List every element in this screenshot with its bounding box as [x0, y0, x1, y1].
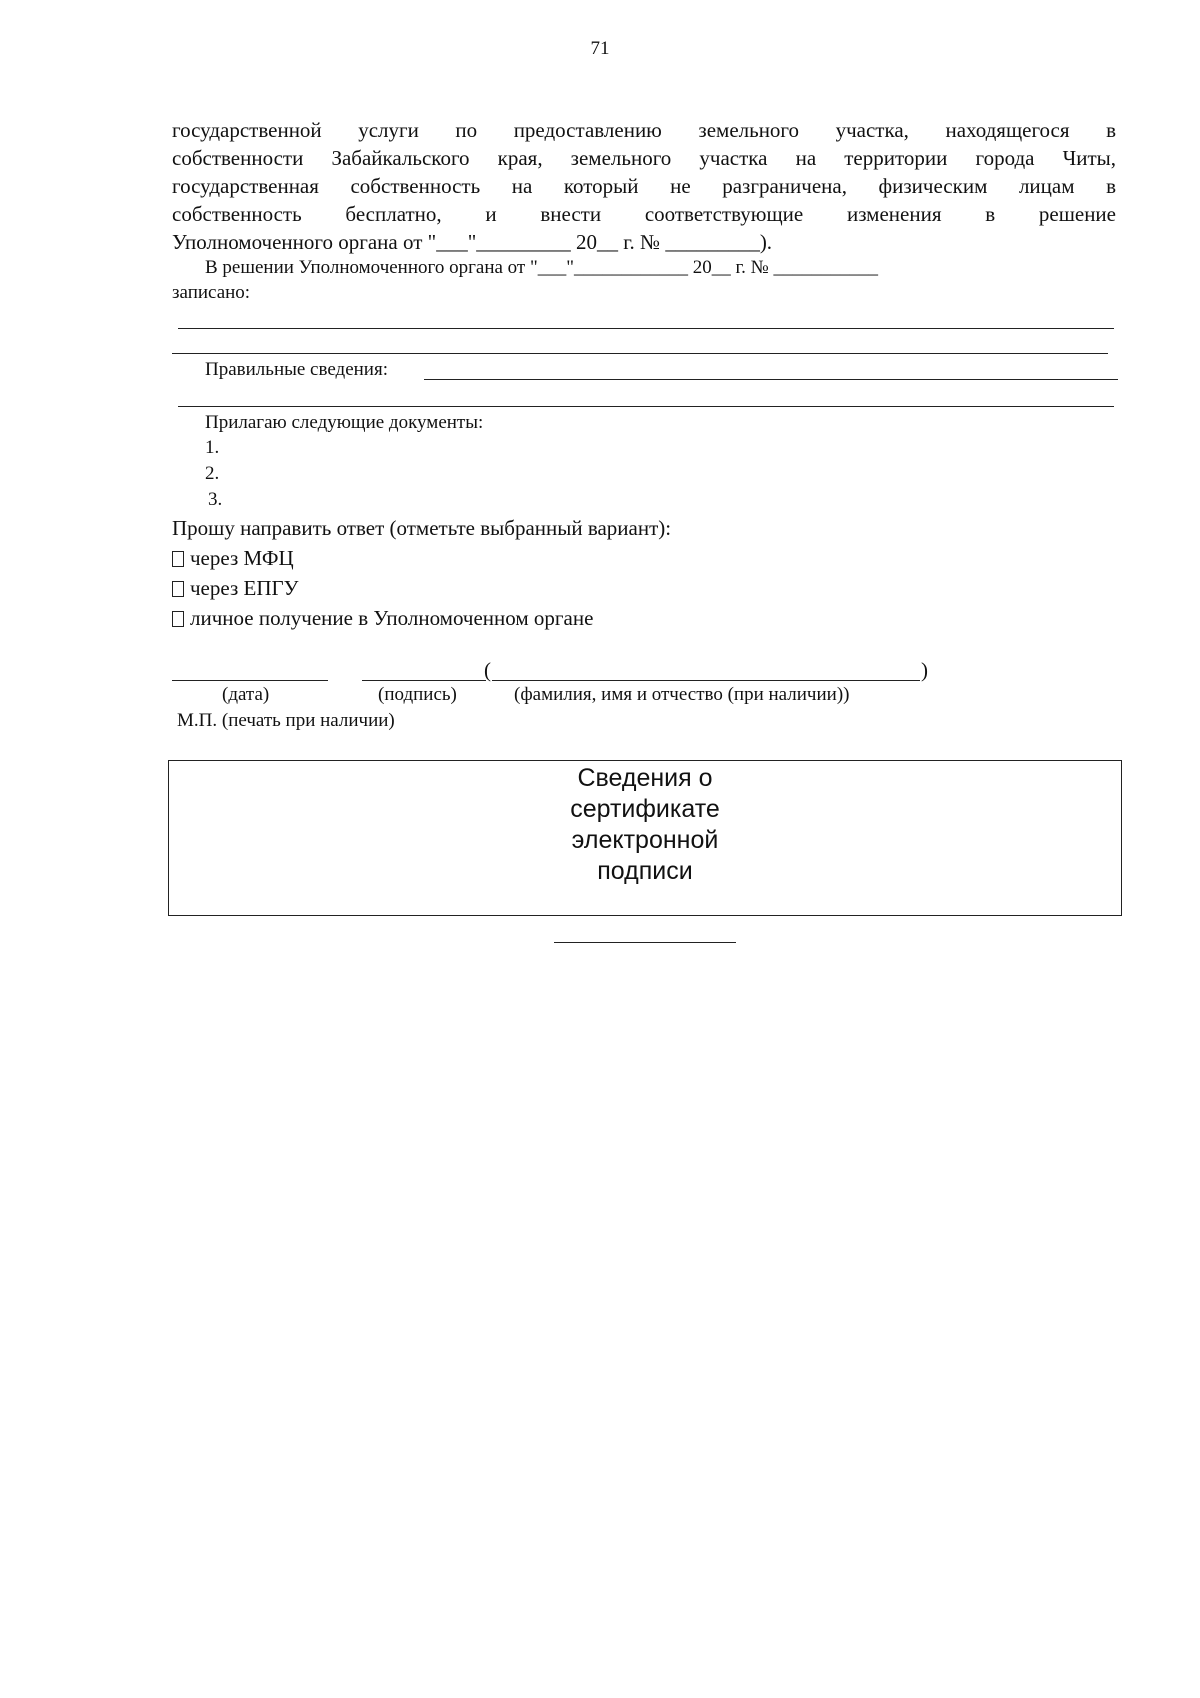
paragraph-line: собственность бесплатно, и внести соответствующие изменения в решение — [172, 202, 1116, 226]
blank-line-3 — [178, 406, 1114, 407]
blank-line-2 — [172, 353, 1108, 354]
attach-item: 2. — [205, 463, 220, 484]
certificate-line: сертификате — [570, 795, 720, 823]
page-number: 71 — [590, 38, 610, 59]
decision-line: В решении Уполномоченного органа от "___"____________ 20__ г. № ___________ — [205, 257, 879, 278]
answer-option-epgu[interactable] — [172, 574, 299, 602]
date-label: (дата) — [222, 684, 270, 705]
certificate-line: электронной — [571, 826, 719, 854]
certificate-box — [168, 760, 1122, 916]
answer-option-label: через ЕПГУ — [190, 576, 299, 600]
attach-item: 3. — [208, 489, 223, 510]
paragraph-line: государственной услуги по предоставлению земельного участка, находящегося в — [172, 118, 1116, 142]
certificate-line: Сведения о — [577, 764, 713, 792]
end-separator — [554, 942, 736, 943]
signature-blank — [362, 680, 486, 681]
correct-info-label: Правильные сведения: — [205, 359, 388, 380]
checkbox-icon[interactable] — [172, 611, 184, 627]
certificate-text — [169, 761, 1121, 887]
attach-item: 1. — [205, 437, 220, 458]
blank-line-1 — [178, 328, 1114, 329]
date-blank — [172, 680, 328, 681]
fio-label: (фамилия, имя и отчество (при наличии)) — [514, 684, 850, 705]
stamp-label: М.П. (печать при наличии) — [177, 710, 395, 731]
answer-option-mfc[interactable] — [172, 544, 294, 572]
checkbox-icon[interactable] — [172, 581, 184, 597]
paragraph-line: Уполномоченного органа от "___"_________ 20__ г. № _________). — [172, 230, 773, 254]
correct-info-blank — [424, 379, 1118, 380]
recorded-label: записано: — [172, 282, 251, 303]
answer-option-label: через МФЦ — [190, 546, 294, 570]
signature-label: (подпись) — [378, 684, 457, 705]
paragraph-line: государственная собственность на который не разграничена, физическим лицам в — [172, 174, 1116, 198]
attach-label: Прилагаю следующие документы: — [205, 412, 484, 433]
answer-option-label: личное получение в Уполномоченном органе — [190, 606, 594, 630]
answer-option-personal[interactable] — [172, 604, 593, 632]
fio-open-paren: ( — [484, 658, 491, 682]
fio-blank — [492, 680, 920, 681]
certificate-line: подписи — [597, 857, 693, 885]
paragraph-line: собственности Забайкальского края, земельного участка на территории города Читы, — [172, 146, 1116, 170]
answer-label: Прошу направить ответ (отметьте выбранный вариант): — [172, 516, 672, 540]
checkbox-icon[interactable] — [172, 551, 184, 567]
fio-close-paren: ) — [921, 658, 928, 682]
intro-paragraph — [172, 116, 1116, 256]
